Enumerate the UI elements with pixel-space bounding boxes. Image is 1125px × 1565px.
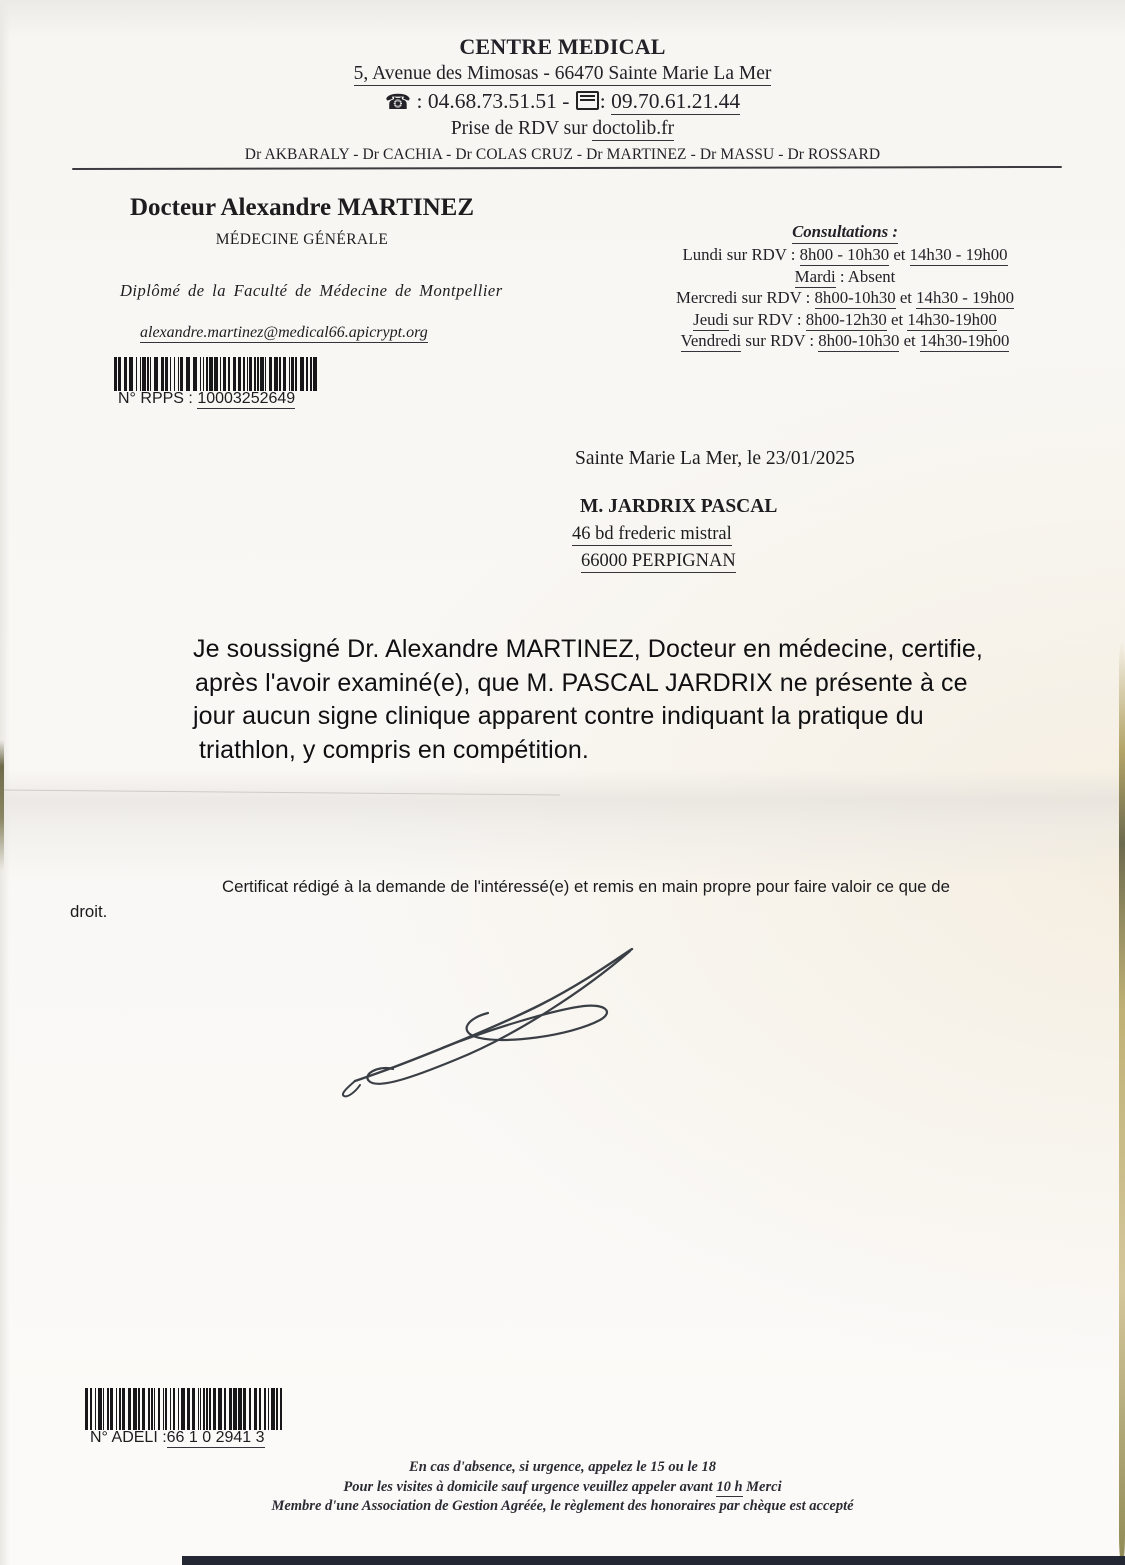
- rpps-barcode: [114, 357, 330, 391]
- scan-edge-artifact-right: [1119, 640, 1125, 1565]
- booking-site-link: doctolib.fr: [592, 118, 675, 139]
- footer-line-association: Membre d'une Association de Gestion Agréée, le règlement des honoraires par chèque est accepté: [271, 1498, 854, 1514]
- certificate-body: [193, 633, 1073, 767]
- clinic-address: 5, Avenue des Mimosas - 66470 Sainte Marie La Mer: [353, 63, 772, 84]
- phone-icon: ☎: [384, 90, 412, 114]
- scan-edge-bottom-bar: [182, 1556, 1125, 1565]
- consultation-monday: Lundi sur RDV : 8h00 - 10h30 et 14h30 - 19h00: [682, 245, 1008, 265]
- doctor-diploma: Diplômé de la Faculté de Médecine de Montpellier: [120, 281, 503, 300]
- footer-notes: [0, 1458, 1125, 1517]
- consultation-tuesday: Mardi : Absent: [794, 266, 896, 286]
- header-divider: [72, 166, 1062, 170]
- adeli-number: N° ADELI :66 1 0 2941 3: [90, 1429, 265, 1446]
- phone-number: 04.68.73.51.51: [427, 89, 557, 113]
- body-line: Je soussigné Dr. Alexandre MARTINEZ, Docteur en médecine, certifie,: [193, 635, 983, 663]
- doctor-email: alexandre.martinez@medical66.apicrypt.org: [140, 324, 428, 341]
- consultations-schedule: [645, 221, 1045, 351]
- footer-line-emergency: En cas d'absence, si urgence, appelez le 15 ou le 18: [409, 1459, 716, 1475]
- scan-edge-artifact-left: [0, 740, 4, 870]
- doctor-specialty: MÉDECINE GÉNÉRALE: [215, 231, 389, 248]
- consultations-title: Consultations :: [645, 221, 1045, 244]
- body-line: après l'avoir examiné(e), que M. PASCAL JARDRIX ne présente à ce: [195, 668, 968, 697]
- closing-statement-line2: droit.: [70, 902, 108, 921]
- recipient-name: M. JARDRIX PASCAL: [580, 496, 778, 517]
- recipient-address-line1: 46 bd frederic mistral: [572, 524, 732, 544]
- recipient-address-line2: 66000 PERPIGNAN: [581, 551, 736, 571]
- clinic-header: [0, 34, 1125, 164]
- paper-fold-crease: [0, 790, 560, 796]
- place-and-date: Sainte Marie La Mer, le 23/01/2025: [575, 448, 855, 469]
- fax-number: 09.70.61.21.44: [611, 89, 741, 113]
- rpps-number: N° RPPS : 10003252649: [118, 390, 296, 407]
- booking-row: Prise de RDV sur doctolib.fr: [450, 118, 675, 139]
- footer-line-visits: Pour les visites à domicile sauf urgence veuillez appeler avant 10 h Merci: [343, 1478, 782, 1495]
- body-line: triathlon, y compris en compétition.: [199, 735, 589, 764]
- doctor-block: [112, 194, 492, 249]
- doctors-list: Dr AKBARALY - Dr CACHIA - Dr COLAS CRUZ - Dr MARTINEZ - Dr MASSU - Dr ROSSARD: [244, 146, 881, 163]
- body-line: jour aucun signe clinique apparent contre indiquant la pratique du: [193, 702, 924, 730]
- consultation-friday: Vendredi sur RDV : 8h00-10h30 et 14h30-19h00: [680, 331, 1010, 351]
- clinic-name: CENTRE MEDICAL: [459, 34, 666, 59]
- doctor-signature: [330, 948, 640, 1103]
- clinic-phone-row: ☎ : 04.68.73.51.51 - : 09.70.61.21.44: [384, 89, 741, 114]
- closing-statement-line1: Certificat rédigé à la demande de l'intéressé(e) et remis en main propre pour faire valoir ce que de: [222, 877, 950, 896]
- adeli-barcode: [85, 1388, 331, 1430]
- doctor-name: Docteur Alexandre MARTINEZ: [129, 194, 475, 221]
- consultation-wednesday: Mercredi sur RDV : 8h00-10h30 et 14h30 - 19h00: [675, 288, 1015, 308]
- consultation-thursday: Jeudi sur RDV : 8h00-12h30 et 14h30-19h00: [693, 309, 997, 329]
- fax-icon: [576, 91, 599, 110]
